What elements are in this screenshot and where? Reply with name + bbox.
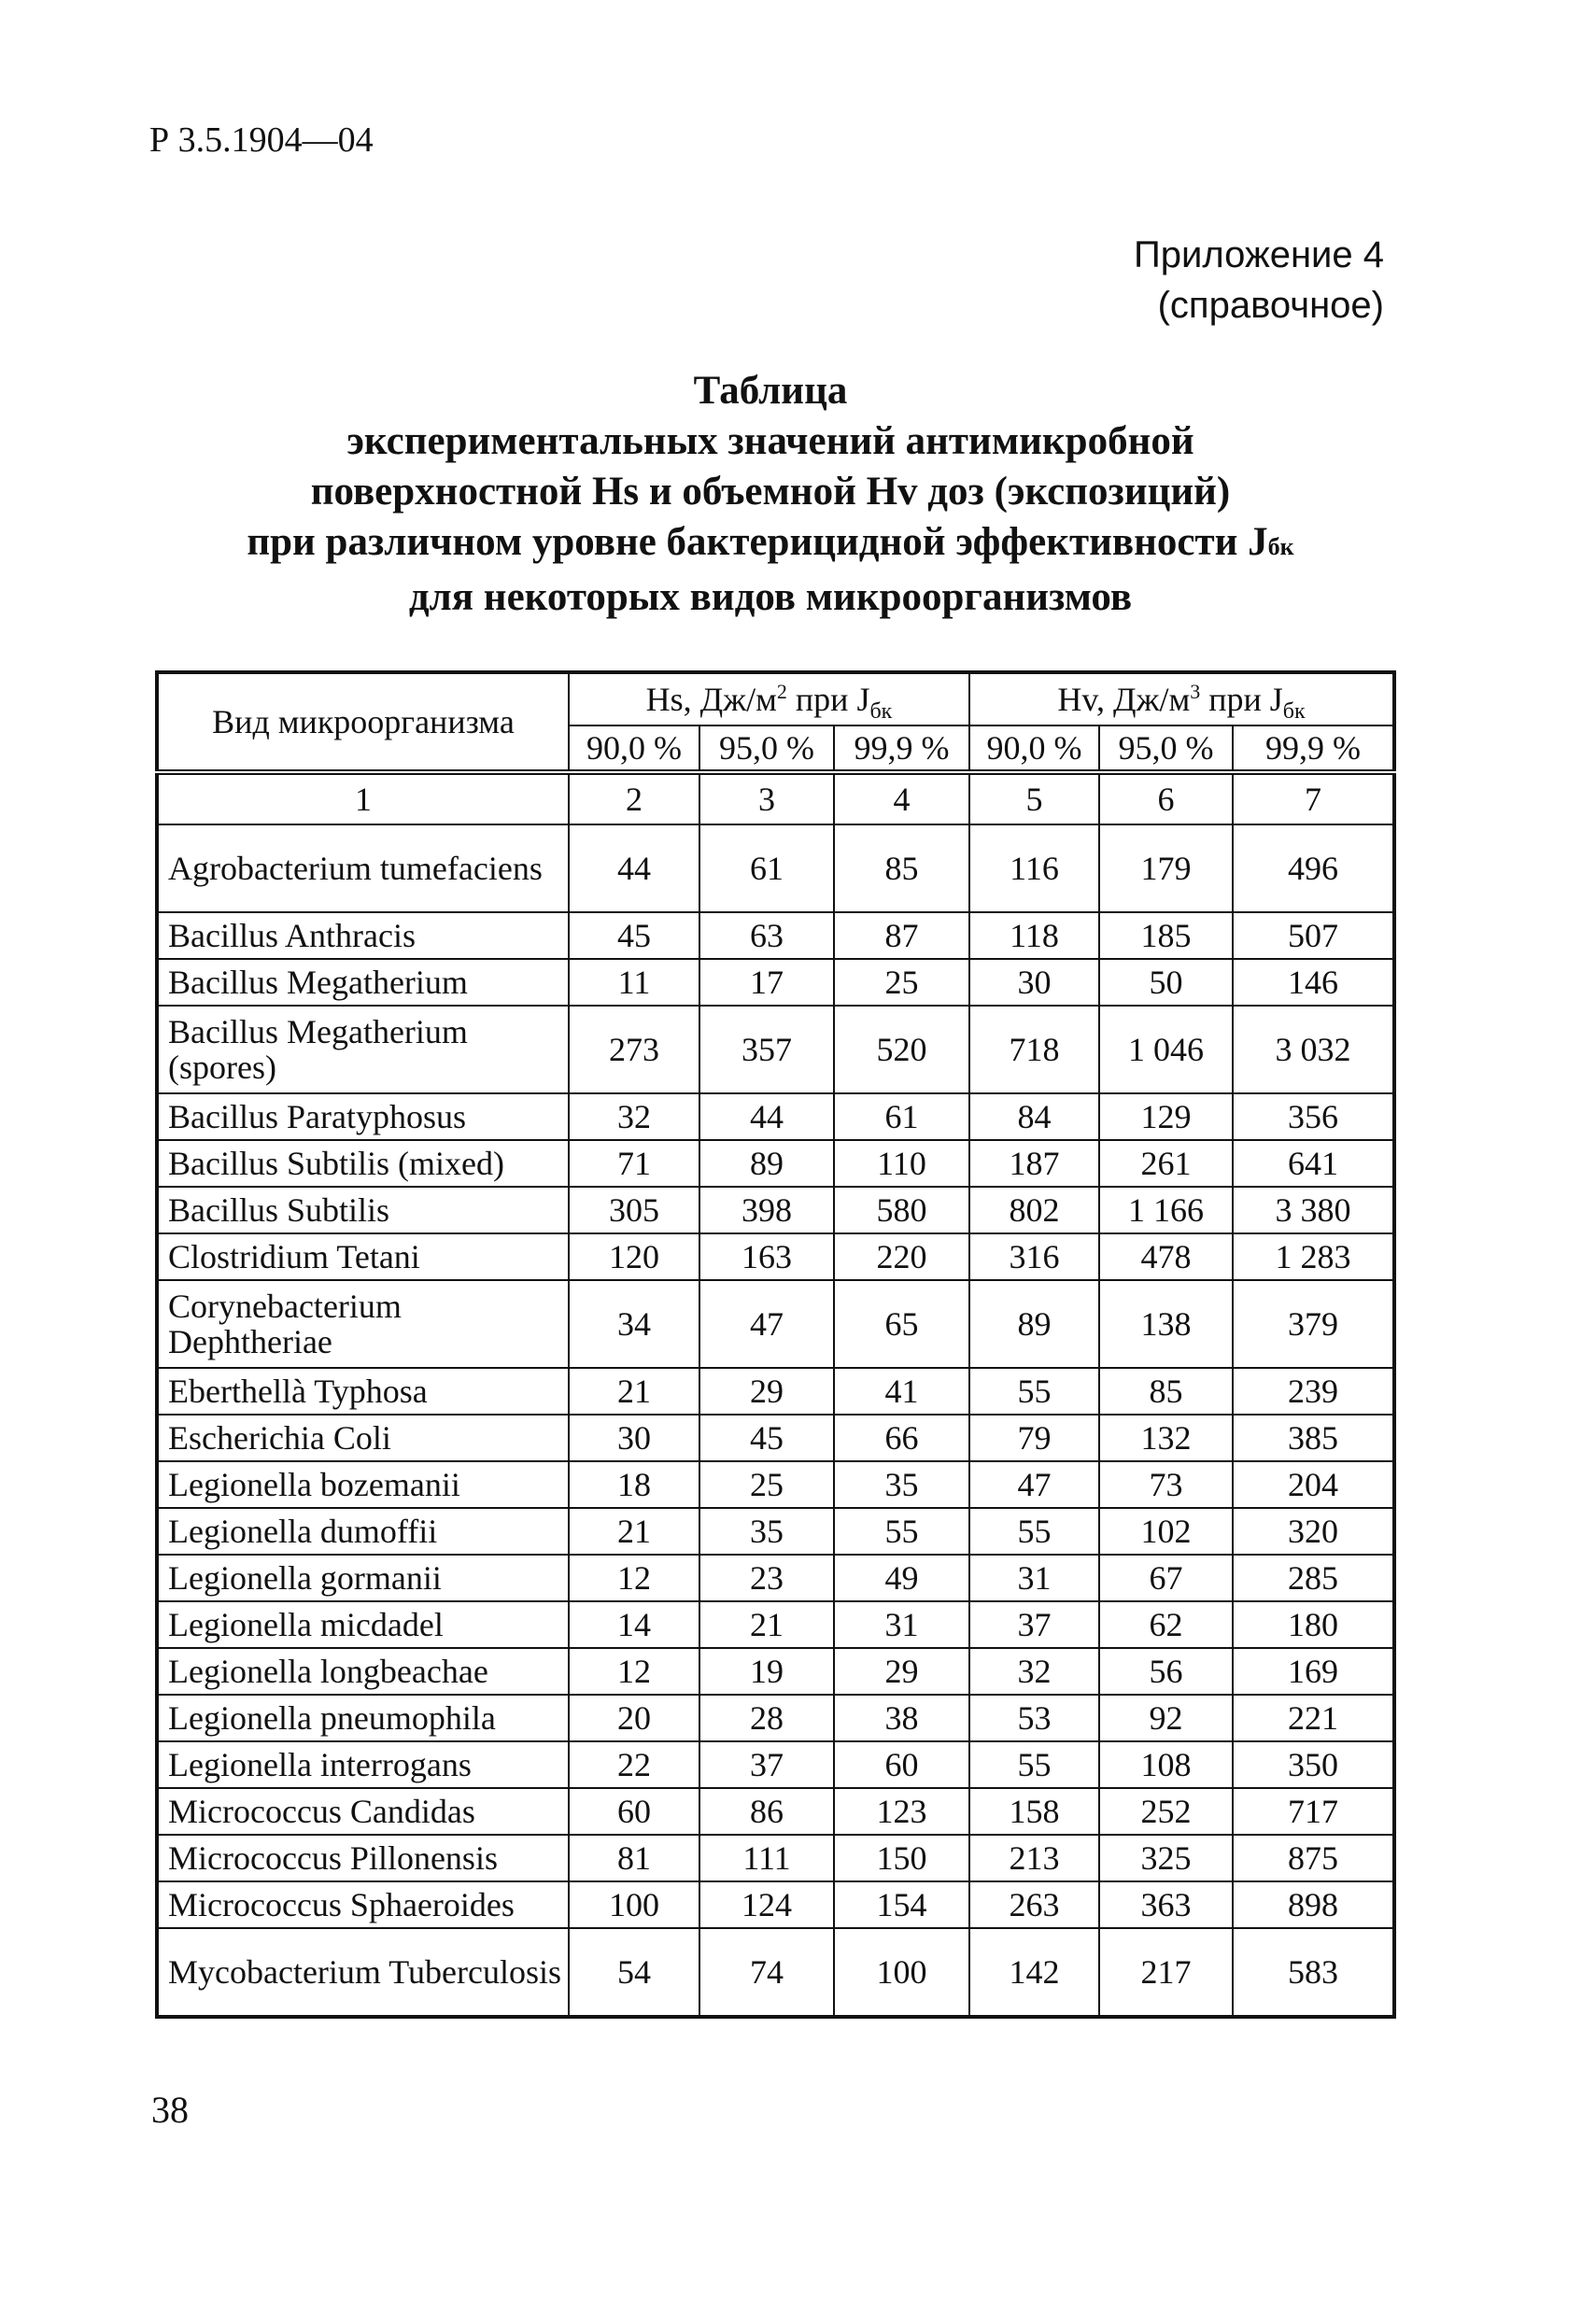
dose-value-cell: 273 <box>569 1006 699 1093</box>
level-header: 99,9 % <box>1233 725 1394 772</box>
dose-value-cell: 379 <box>1233 1280 1394 1368</box>
dose-value-cell: 79 <box>969 1415 1099 1461</box>
dose-value-cell: 169 <box>1233 1648 1394 1695</box>
dose-value-cell: 25 <box>834 959 969 1006</box>
dose-value-cell: 81 <box>569 1835 699 1881</box>
hs-header-sup: 2 <box>776 680 787 703</box>
species-name-cell: Bacillus Megatherium (spores) <box>157 1006 569 1093</box>
dose-value-cell: 34 <box>569 1280 699 1368</box>
species-name-cell: Eberthellà Typhosa <box>157 1368 569 1415</box>
species-name-cell: Legionella micdadel <box>157 1601 569 1648</box>
appendix-number: Приложение 4 <box>1134 234 1384 275</box>
dose-value-cell: 123 <box>834 1788 969 1835</box>
species-name-cell: Bacillus Subtilis (mixed) <box>157 1140 569 1187</box>
species-name-cell: Agrobacterium tumefaciens <box>157 824 569 912</box>
dose-value-cell: 220 <box>834 1233 969 1280</box>
table-row <box>157 1233 1394 1280</box>
dose-value-cell: 61 <box>699 824 834 912</box>
table-row <box>157 1928 1394 2017</box>
dose-value-cell: 28 <box>699 1695 834 1741</box>
dose-value-cell: 44 <box>699 1093 834 1140</box>
dose-value-cell: 30 <box>569 1415 699 1461</box>
dose-value-cell: 55 <box>969 1508 1099 1555</box>
title-line-4 <box>149 517 1391 572</box>
dose-value-cell: 496 <box>1233 824 1394 912</box>
dose-value-cell: 87 <box>834 912 969 959</box>
hv-group-header <box>969 672 1394 725</box>
table-row <box>157 1508 1394 1555</box>
dose-value-cell: 158 <box>969 1788 1099 1835</box>
dose-value-cell: 73 <box>1099 1461 1233 1508</box>
dose-value-cell: 163 <box>699 1233 834 1280</box>
dose-value-cell: 55 <box>834 1508 969 1555</box>
hv-header-prefix: Hv, Дж/м <box>1057 681 1191 718</box>
table-row <box>157 1415 1394 1461</box>
dose-value-cell: 62 <box>1099 1601 1233 1648</box>
dose-value-cell: 120 <box>569 1233 699 1280</box>
dose-value-cell: 29 <box>699 1368 834 1415</box>
dose-value-cell: 60 <box>834 1741 969 1788</box>
title-line-4-subscript: бк <box>1267 533 1294 560</box>
dose-value-cell: 261 <box>1099 1140 1233 1187</box>
dose-value-cell: 132 <box>1099 1415 1233 1461</box>
dose-value-cell: 875 <box>1233 1835 1394 1881</box>
document-code: Р 3.5.1904—04 <box>149 120 374 160</box>
title-line-1: Таблица <box>693 369 848 413</box>
dose-value-cell: 63 <box>699 912 834 959</box>
dose-value-cell: 898 <box>1233 1881 1394 1928</box>
hv-header-mid: при J <box>1200 681 1283 718</box>
table-row <box>157 1741 1394 1788</box>
dose-value-cell: 1 166 <box>1099 1187 1233 1233</box>
level-header: 95,0 % <box>1099 725 1233 772</box>
dose-value-cell: 213 <box>969 1835 1099 1881</box>
column-number: 7 <box>1233 772 1394 824</box>
species-name-cell: Legionella dumoffii <box>157 1508 569 1555</box>
table-row <box>157 1601 1394 1648</box>
dose-value-cell: 86 <box>699 1788 834 1835</box>
species-name-cell: Corynebacterium Dephtheriae <box>157 1280 569 1368</box>
table-row <box>157 1555 1394 1601</box>
dose-value-cell: 641 <box>1233 1140 1394 1187</box>
table-title <box>149 366 1391 623</box>
dose-value-cell: 35 <box>834 1461 969 1508</box>
table-body <box>157 824 1394 2017</box>
table-row <box>157 959 1394 1006</box>
hs-group-header <box>569 672 969 725</box>
dose-value-cell: 44 <box>569 824 699 912</box>
level-header: 99,9 % <box>834 725 969 772</box>
table-row <box>157 1006 1394 1093</box>
species-name-cell: Bacillus Megatherium <box>157 959 569 1006</box>
species-name-cell: Legionella longbeachae <box>157 1648 569 1695</box>
dose-value-cell: 37 <box>699 1741 834 1788</box>
dose-value-cell: 41 <box>834 1368 969 1415</box>
dose-value-cell: 363 <box>1099 1881 1233 1928</box>
dose-value-cell: 47 <box>699 1280 834 1368</box>
dose-value-cell: 124 <box>699 1881 834 1928</box>
column-number: 6 <box>1099 772 1233 824</box>
table-row <box>157 1461 1394 1508</box>
dose-value-cell: 84 <box>969 1093 1099 1140</box>
hs-header-mid: при J <box>786 681 870 718</box>
species-name-cell: Mycobacterium Tuberculosis <box>157 1928 569 2017</box>
dose-value-cell: 802 <box>969 1187 1099 1233</box>
hv-header-sub: бк <box>1282 699 1306 725</box>
species-column-header: Вид микроорганизма <box>157 672 569 772</box>
column-number: 4 <box>834 772 969 824</box>
dose-value-cell: 110 <box>834 1140 969 1187</box>
dose-value-cell: 357 <box>699 1006 834 1093</box>
species-name-cell: Micrococcus Candidas <box>157 1788 569 1835</box>
dose-value-cell: 180 <box>1233 1601 1394 1648</box>
dose-value-cell: 14 <box>569 1601 699 1648</box>
dose-value-cell: 583 <box>1233 1928 1394 2017</box>
dose-value-cell: 32 <box>569 1093 699 1140</box>
table-row <box>157 1368 1394 1415</box>
dose-value-cell: 60 <box>569 1788 699 1835</box>
column-number: 2 <box>569 772 699 824</box>
species-name-cell: Bacillus Subtilis <box>157 1187 569 1233</box>
species-name-cell: Clostridium Tetani <box>157 1233 569 1280</box>
dose-value-cell: 325 <box>1099 1835 1233 1881</box>
dose-value-cell: 11 <box>569 959 699 1006</box>
table-row <box>157 1835 1394 1881</box>
dose-value-cell: 316 <box>969 1233 1099 1280</box>
dose-value-cell: 55 <box>969 1368 1099 1415</box>
dose-value-cell: 85 <box>834 824 969 912</box>
dose-value-cell: 65 <box>834 1280 969 1368</box>
dose-value-cell: 35 <box>699 1508 834 1555</box>
dose-value-cell: 55 <box>969 1741 1099 1788</box>
title-line-3: поверхностной Hs и объемной Hv доз (экспозиций) <box>310 470 1231 514</box>
dose-value-cell: 85 <box>1099 1368 1233 1415</box>
dose-value-cell: 21 <box>699 1601 834 1648</box>
hs-header-prefix: Hs, Дж/м <box>645 681 777 718</box>
dose-value-cell: 50 <box>1099 959 1233 1006</box>
dose-value-cell: 100 <box>569 1881 699 1928</box>
dose-value-cell: 217 <box>1099 1928 1233 2017</box>
title-line-2: экспериментальных значений антимикробной <box>346 419 1194 463</box>
dose-value-cell: 45 <box>569 912 699 959</box>
dose-value-cell: 21 <box>569 1368 699 1415</box>
dose-value-cell: 385 <box>1233 1415 1394 1461</box>
dose-value-cell: 111 <box>699 1835 834 1881</box>
table-row <box>157 1140 1394 1187</box>
table-row <box>157 1093 1394 1140</box>
dose-value-cell: 37 <box>969 1601 1099 1648</box>
dose-value-cell: 520 <box>834 1006 969 1093</box>
species-name-cell: Legionella interrogans <box>157 1741 569 1788</box>
dose-value-cell: 717 <box>1233 1788 1394 1835</box>
dose-value-cell: 89 <box>699 1140 834 1187</box>
dose-value-cell: 142 <box>969 1928 1099 2017</box>
dose-value-cell: 12 <box>569 1555 699 1601</box>
dose-value-cell: 179 <box>1099 824 1233 912</box>
hs-header-sub: бк <box>869 699 893 725</box>
dose-value-cell: 263 <box>969 1881 1099 1928</box>
dose-value-cell: 478 <box>1099 1233 1233 1280</box>
dose-value-cell: 74 <box>699 1928 834 2017</box>
dose-value-cell: 129 <box>1099 1093 1233 1140</box>
dose-value-cell: 12 <box>569 1648 699 1695</box>
dose-value-cell: 350 <box>1233 1741 1394 1788</box>
dose-value-cell: 32 <box>969 1648 1099 1695</box>
species-name-cell: Legionella pneumophila <box>157 1695 569 1741</box>
dose-value-cell: 92 <box>1099 1695 1233 1741</box>
dose-value-cell: 31 <box>834 1601 969 1648</box>
table-row <box>157 1648 1394 1695</box>
table-row <box>157 1280 1394 1368</box>
species-name-cell: Escherichia Coli <box>157 1415 569 1461</box>
species-name-cell: Bacillus Anthracis <box>157 912 569 959</box>
species-name-cell: Micrococcus Sphaeroides <box>157 1881 569 1928</box>
dose-value-cell: 19 <box>699 1648 834 1695</box>
dose-value-cell: 25 <box>699 1461 834 1508</box>
dose-value-cell: 18 <box>569 1461 699 1508</box>
dose-value-cell: 56 <box>1099 1648 1233 1695</box>
dose-table <box>155 670 1396 2019</box>
dose-value-cell: 3 032 <box>1233 1006 1394 1093</box>
dose-value-cell: 718 <box>969 1006 1099 1093</box>
dose-value-cell: 305 <box>569 1187 699 1233</box>
species-name-cell: Micrococcus Pillonensis <box>157 1835 569 1881</box>
dose-value-cell: 102 <box>1099 1508 1233 1555</box>
dose-value-cell: 356 <box>1233 1093 1394 1140</box>
column-number-row <box>157 772 1394 824</box>
dose-value-cell: 398 <box>699 1187 834 1233</box>
column-number: 3 <box>699 772 834 824</box>
dose-value-cell: 30 <box>969 959 1099 1006</box>
dose-value-cell: 150 <box>834 1835 969 1881</box>
dose-value-cell: 89 <box>969 1280 1099 1368</box>
level-header: 90,0 % <box>969 725 1099 772</box>
dose-value-cell: 138 <box>1099 1280 1233 1368</box>
dose-value-cell: 118 <box>969 912 1099 959</box>
page-number: 38 <box>151 2089 189 2131</box>
column-number: 1 <box>157 772 569 824</box>
table-row <box>157 1788 1394 1835</box>
dose-value-cell: 146 <box>1233 959 1394 1006</box>
dose-value-cell: 29 <box>834 1648 969 1695</box>
dose-value-cell: 31 <box>969 1555 1099 1601</box>
dose-value-cell: 71 <box>569 1140 699 1187</box>
dose-value-cell: 320 <box>1233 1508 1394 1555</box>
appendix-label <box>1134 230 1384 331</box>
species-name-cell: Legionella bozemanii <box>157 1461 569 1508</box>
dose-value-cell: 22 <box>569 1741 699 1788</box>
dose-value-cell: 154 <box>834 1881 969 1928</box>
dose-value-cell: 187 <box>969 1140 1099 1187</box>
table-row <box>157 912 1394 959</box>
dose-value-cell: 1 046 <box>1099 1006 1233 1093</box>
dose-value-cell: 108 <box>1099 1741 1233 1788</box>
dose-value-cell: 53 <box>969 1695 1099 1741</box>
dose-value-cell: 252 <box>1099 1788 1233 1835</box>
dose-value-cell: 67 <box>1099 1555 1233 1601</box>
dose-value-cell: 507 <box>1233 912 1394 959</box>
dose-value-cell: 45 <box>699 1415 834 1461</box>
species-name-cell: Bacillus Paratyphosus <box>157 1093 569 1140</box>
appendix-type: (справочное) <box>1157 285 1384 326</box>
species-name-cell: Legionella gormanii <box>157 1555 569 1601</box>
dose-value-cell: 185 <box>1099 912 1233 959</box>
dose-value-cell: 38 <box>834 1695 969 1741</box>
column-number: 5 <box>969 772 1099 824</box>
header-row-groups <box>157 672 1394 725</box>
table-row <box>157 824 1394 912</box>
table-row <box>157 1695 1394 1741</box>
dose-value-cell: 47 <box>969 1461 1099 1508</box>
level-header: 90,0 % <box>569 725 699 772</box>
dose-value-cell: 17 <box>699 959 834 1006</box>
dose-value-cell: 285 <box>1233 1555 1394 1601</box>
dose-value-cell: 116 <box>969 824 1099 912</box>
dose-value-cell: 49 <box>834 1555 969 1601</box>
dose-value-cell: 3 380 <box>1233 1187 1394 1233</box>
table-row <box>157 1881 1394 1928</box>
dose-value-cell: 54 <box>569 1928 699 2017</box>
dose-value-cell: 21 <box>569 1508 699 1555</box>
dose-value-cell: 23 <box>699 1555 834 1601</box>
title-line-5: для некоторых видов микроорганизмов <box>408 575 1133 619</box>
table-row <box>157 1187 1394 1233</box>
dose-value-cell: 100 <box>834 1928 969 2017</box>
dose-value-cell: 20 <box>569 1695 699 1741</box>
dose-value-cell: 239 <box>1233 1368 1394 1415</box>
dose-value-cell: 66 <box>834 1415 969 1461</box>
hv-header-sup: 3 <box>1190 680 1201 703</box>
dose-value-cell: 221 <box>1233 1695 1394 1741</box>
dose-value-cell: 1 283 <box>1233 1233 1394 1280</box>
dose-value-cell: 204 <box>1233 1461 1394 1508</box>
dose-value-cell: 61 <box>834 1093 969 1140</box>
title-line-4-text: при различном уровне бактерицидной эффективности J <box>247 520 1268 564</box>
dose-value-cell: 580 <box>834 1187 969 1233</box>
level-header: 95,0 % <box>699 725 834 772</box>
